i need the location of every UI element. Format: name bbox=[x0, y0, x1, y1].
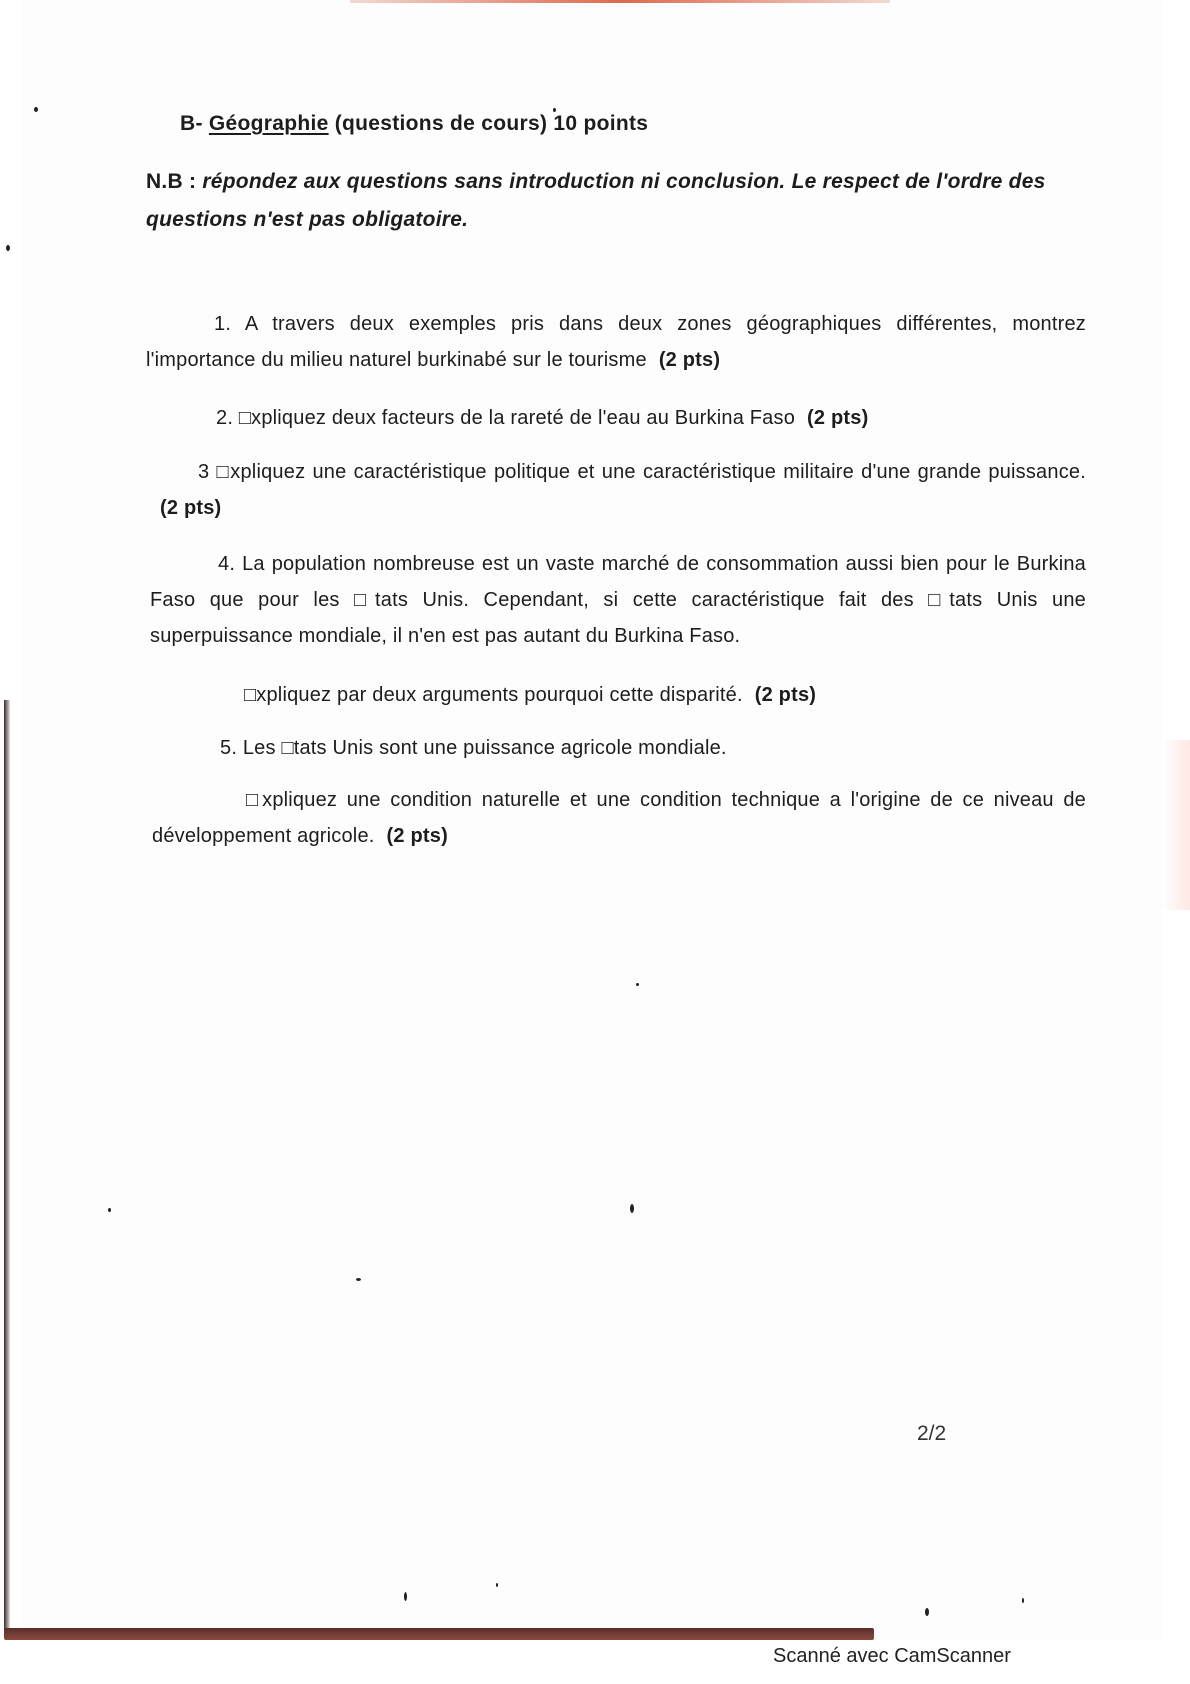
nb-label: N.B : bbox=[146, 170, 197, 193]
section-subject: Géographie bbox=[208, 112, 329, 135]
question-4-instruction bbox=[244, 677, 816, 713]
question-points: (2 pts) bbox=[658, 349, 721, 371]
section-heading bbox=[180, 112, 648, 136]
scan-speck bbox=[630, 1204, 634, 1213]
nb-text: répondez aux questions sans introduction ni conclusion. Le respect de l'ordre des questions n'est pas obligatoire. bbox=[146, 170, 1046, 231]
question-2 bbox=[216, 400, 868, 436]
scan-speck bbox=[636, 983, 639, 986]
question-3 bbox=[148, 454, 1086, 526]
question-subtext: □xpliquez par deux arguments pourquoi cette disparité. bbox=[244, 684, 743, 706]
question-text: 5. Les □tats Unis sont une puissance agricole mondiale. bbox=[220, 737, 727, 759]
page-edge-right bbox=[1162, 740, 1190, 910]
question-text: 2. □xpliquez deux facteurs de la rareté de l'eau au Burkina Faso bbox=[216, 407, 796, 429]
scan-speck bbox=[6, 245, 10, 251]
question-subtext: □xpliquez une condition naturelle et une condition technique a l'origine de ce niveau de développement agricole. bbox=[152, 789, 1086, 847]
page-edge-top bbox=[350, 0, 890, 3]
question-points: (2 pts) bbox=[160, 497, 222, 519]
scan-speck bbox=[34, 107, 38, 112]
scan-speck bbox=[108, 1208, 111, 1212]
question-text: 3 □xpliquez une caractéristique politique et une caractéristique militaire d'une grande puissance. bbox=[198, 461, 1086, 483]
question-5 bbox=[220, 730, 727, 766]
question-text: 1. A travers deux exemples pris dans deux zones géographiques différentes, montrez l'importance du milieu naturel burkinabé sur le tourisme bbox=[146, 313, 1086, 371]
scan-speck bbox=[925, 1608, 929, 1616]
section-prefix: B- bbox=[180, 112, 203, 135]
question-text: 4. La population nombreuse est un vaste marché de consommation aussi bien pour le Burkina Faso que pour les □tats Unis. Cependant, si cette caractéristique fait des □tats Unis une superpuissance mondiale, il n'en est pas autant du Burkina Faso. bbox=[150, 553, 1086, 647]
scanner-watermark: Scanné avec CamScanner bbox=[773, 1645, 1011, 1667]
scan-speck bbox=[356, 1278, 361, 1281]
question-5-instruction bbox=[152, 782, 1086, 854]
page-edge-left bbox=[4, 700, 10, 1630]
question-points: (2 pts) bbox=[754, 684, 817, 706]
scan-speck bbox=[404, 1592, 407, 1601]
question-4 bbox=[150, 546, 1086, 654]
scan-speck bbox=[1022, 1598, 1024, 1603]
section-title-rest: (questions de cours) 10 points bbox=[334, 112, 649, 135]
page-edge-bottom bbox=[4, 1628, 874, 1640]
page-number: 2/2 bbox=[917, 1422, 947, 1445]
question-points: (2 pts) bbox=[386, 825, 448, 847]
question-1 bbox=[146, 306, 1086, 378]
nota-bene bbox=[146, 163, 1086, 239]
scan-speck bbox=[496, 1583, 498, 1587]
question-points: (2 pts) bbox=[807, 407, 869, 429]
